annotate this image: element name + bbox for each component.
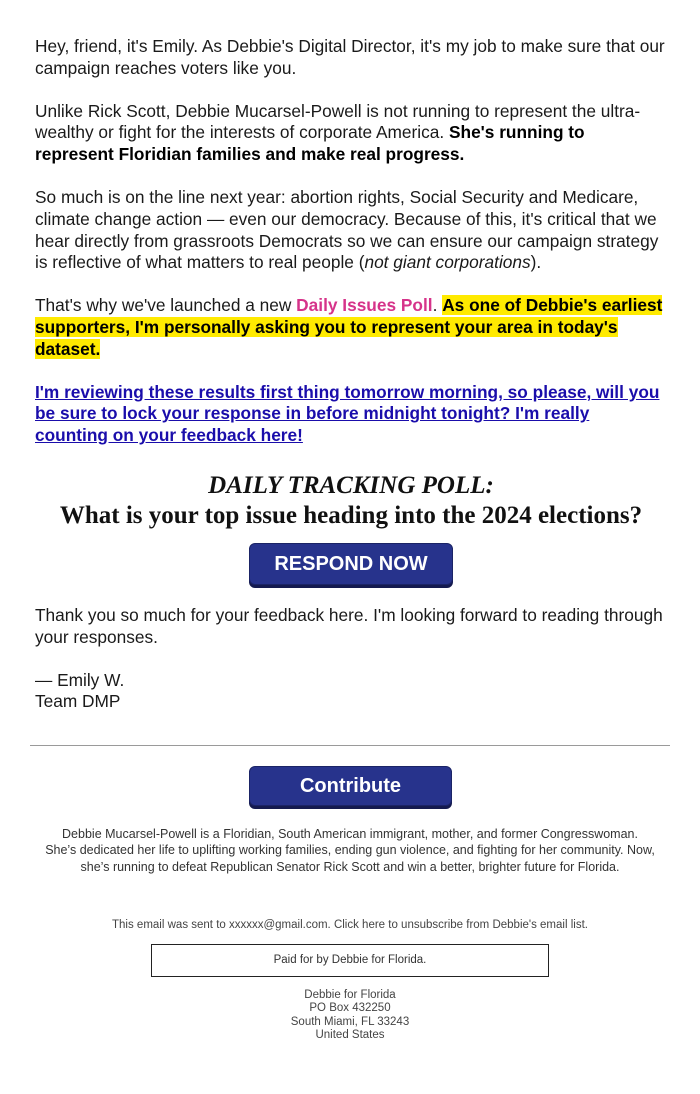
poll-intro-dot: . <box>432 295 443 316</box>
poll-heading <box>35 471 667 531</box>
deadline-paragraph <box>35 382 667 447</box>
signature <box>35 670 667 714</box>
respond-now-button[interactable]: RESPOND NOW <box>249 543 453 585</box>
mailing-address <box>30 989 670 1043</box>
poll-question: What is your top issue heading into the 2024 elections? <box>59 501 643 529</box>
stakes-text: So much is on the line next year: abortion rights, Social Security and Medicare, climate change action — even our democracy. Because of this, it's critical that we hear directly from grassroots Democrats so we can ensure our campaign strategy is reflective of what matters to real people ( <box>35 186 659 273</box>
contribute-button[interactable]: Contribute <box>249 766 452 806</box>
email-body <box>35 36 667 713</box>
signature-team: Team DMP <box>35 691 121 712</box>
intro-paragraph: Hey, friend, it's Emily. As Debbie's Digital Director, it's my job to make sure that our campaign reaches voters like you. <box>35 36 665 78</box>
highlighted-request: As one of Debbie's earliest supporters, I'm personally asking you to represent your area in today's dataset. <box>35 295 663 359</box>
footer-divider <box>30 745 670 746</box>
address-line: United States <box>315 1029 385 1042</box>
address-line: PO Box 432250 <box>309 1002 391 1015</box>
poll-intro-text: That's why we've launched a new <box>35 295 297 316</box>
stakes-italic-text: not giant corporations <box>364 252 531 273</box>
unsubscribe-notice[interactable]: This email was sent to xxxxxx@gmail.com. Click here to unsubscribe from Debbie's email list. <box>112 919 588 931</box>
contrast-paragraph <box>35 101 667 166</box>
contrast-bold-text: She's running to represent Floridian families and make real progress. <box>35 122 585 165</box>
contrast-text: Unlike Rick Scott, Debbie Mucarsel-Powell is not running to represent the ultra-wealthy or fight for the interests of corporate America. <box>35 100 641 143</box>
stakes-paragraph <box>35 187 667 274</box>
daily-issues-poll-label: Daily Issues Poll <box>296 295 433 316</box>
poll-title: DAILY TRACKING POLL: <box>208 471 494 499</box>
address-line: South Miami, FL 33243 <box>290 1015 410 1028</box>
signature-name: — Emily W. <box>35 669 125 690</box>
deadline-link[interactable]: I'm reviewing these results first thing tomorrow morning, so please, will you be sure to lock your response in before midnight tonight? I'm really counting on your feedback here! <box>35 381 660 446</box>
poll-intro-paragraph <box>35 295 667 360</box>
thanks-paragraph: Thank you so much for your feedback here. I'm looking forward to reading through your responses. <box>35 604 663 647</box>
address-line: Debbie for Florida <box>304 989 396 1001</box>
paid-for-disclaimer: Paid for by Debbie for Florida. <box>151 944 549 977</box>
candidate-bio: Debbie Mucarsel-Powell is a Floridian, South American immigrant, mother, and former Congresswoman. She’s dedicated her life to uplifting working families, ending gun violence, and fighting for her community. Now, she’s running to defeat Republican Senator Rick Scott and win a better, brighter future for Florida. <box>45 827 655 874</box>
stakes-end-text: ). <box>530 252 542 273</box>
